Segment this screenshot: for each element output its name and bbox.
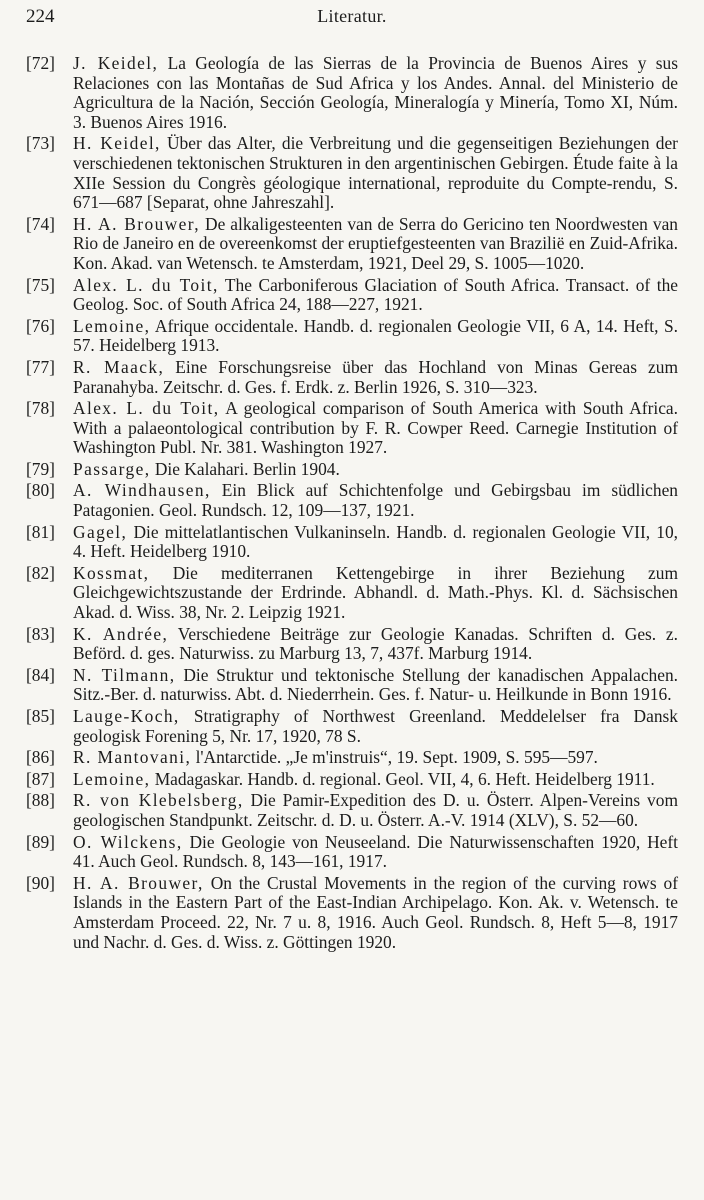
reference-author: Kossmat, [73,562,150,583]
reference-number: [86] [26,747,55,768]
reference-text: Verschiedene Beiträge zur Geologie Kanadas. Schriften d. Ges. z. Beförd. d. ges. Naturwiss. zu Marburg 13, 7, 437f. Marburg 1914. [73,623,678,664]
reference-entry [26,523,678,562]
reference-author: Gagel, [73,521,128,542]
reference-body [73,707,678,746]
reference-body [73,666,678,705]
reference-entry [26,625,678,664]
reference-body [73,460,678,480]
page-header [26,6,678,40]
reference-text: On the Crustal Movements in the region of the curving rows of Islands in the Eastern Part of the East-Indian Archipelago. Kon. Ak. v. Wetensch. te Amsterdam Proceed. 22, Nr. 7 u. 8, 1916. Auch Geol. Rundsch. 8, Heft 5—8, 1917 und Nachr. d. Ges. d. Wiss. z. Göttingen 1920. [73,872,678,952]
reference-body [73,317,678,356]
reference-text: Die mittelatlantischen Vulkaninseln. Handb. d. regionalen Geologie VII, 10, 4. Heft. Heidelberg 1910. [73,521,678,562]
reference-entry [26,215,678,274]
reference-text: Stratigraphy of Northwest Greenland. Meddelelser fra Dansk geologisk Forening 5, Nr. 17, 1920, 78 S. [73,706,678,746]
reference-number: [90] [26,872,55,893]
reference-text: Über das Alter, die Verbreitung und die gegenseitigen Beziehungen der verschiedenen tektonischen Strukturen in den argentinischen Gebirgen. Étude faite à la XIIe Session du Congrès géologique international, reproduite du Compte-rendu, S. 671—687 [Separat, ohne Jahreszahl]. [73,133,678,213]
reference-body [73,215,678,274]
reference-entry [26,481,678,520]
reference-author: H. Keidel, [73,133,161,154]
reference-author: H. A. Brouwer, [73,213,200,234]
reference-text: Die Geologie von Neuseeland. Die Naturwissenschaften 1920, Heft 41. Auch Geol. Rundsch. 8, 143—161, 1917. [73,831,678,872]
reference-number: [72] [26,53,55,73]
reference-number: [74] [26,213,55,234]
reference-author: Passarge, [73,458,151,479]
reference-number: [73] [26,133,55,154]
reference-entry [26,770,678,790]
reference-body [73,874,678,952]
reference-body [73,770,678,790]
reference-body [73,481,678,520]
reference-body [73,54,678,132]
reference-entry [26,460,678,480]
reference-text: The Carboniferous Glaciation of South Africa. Transact. of the Geolog. Soc. of South Africa 24, 188—227, 1921. [73,274,678,315]
reference-author: R. von Klebelsberg, [73,790,244,811]
reference-author: Lemoine, [73,768,151,789]
reference-number: [87] [26,768,55,789]
reference-author: K. Andrée, [73,623,169,644]
reference-author: R. Mantovani, [73,747,192,768]
reference-author: Lemoine, [73,315,151,336]
reference-number: [78] [26,398,55,419]
reference-body [73,564,678,623]
reference-body [73,134,678,212]
running-head: Literatur. [317,6,387,26]
reference-entry [26,833,678,872]
reference-number: [84] [26,664,55,685]
reference-entry [26,358,678,397]
reference-number: [89] [26,831,55,852]
reference-text: Eine Forschungsreise über das Hochland von Minas Gereas zum Paranahyba. Zeitschr. d. Ges. f. Erdk. z. Berlin 1926, S. 310—323. [73,356,678,397]
reference-number: [79] [26,458,55,479]
reference-entry [26,791,678,830]
reference-author: Lauge-Koch, [73,706,180,726]
reference-list [26,54,678,952]
reference-body [73,833,678,872]
reference-entry [26,399,678,458]
reference-body [73,399,678,458]
reference-text: Die Kalahari. Berlin 1904. [154,458,340,479]
reference-text: l'Antarctide. „Je m'instruis“, 19. Sept. 1909, S. 595—597. [195,747,598,768]
reference-author: Alex. L. du Toit, [73,398,220,419]
reference-entry [26,317,678,356]
reference-entry [26,748,678,768]
reference-author: H. A. Brouwer, [73,872,204,893]
reference-text: Die Pamir-Expedition des D. u. Österr. Alpen-Vereins vom geologischen Standpunkt. Zeitschr. d. D. u. Österr. A.-V. 1914 (XLV), S. 52—60. [73,790,678,830]
reference-entry [26,276,678,315]
reference-number: [81] [26,521,55,542]
reference-text: A geological comparison of South America with South Africa. With a palaeontological contribution by F. R. Cowper Reed. Carnegie Institution of Washington Publ. Nr. 381. Washington 1927. [73,398,678,458]
reference-body [73,748,678,768]
reference-number: [80] [26,480,55,501]
reference-text: De alkaligesteenten van de Serra do Gericino ten Noordwesten van Rio de Janeiro en de overeenkomst der eruptiefgesteenten van Brazilië en Zuid-Afrika. Kon. Akad. van Wetensch. te Amsterdam, 1921, Deel 29, S. 1005—1020. [73,213,678,273]
reference-text: Ein Blick auf Schichtenfolge und Gebirgsbau im südlichen Patagonien. Geol. Rundsch. 12, 109—137, 1921. [73,480,678,521]
reference-text: Afrique occidentale. Handb. d. regionalen Geologie VII, 6 A, 14. Heft, S. 57. Heidelberg 1913. [73,315,678,356]
reference-number: [83] [26,623,55,644]
reference-text: La Geología de las Sierras de la Provincia de Buenos Aires y sus Relaciones con las Montañas de Sud Africa y los Andes. Annal. del Ministerio de Agricultura de la Nación, Sección Geología, Mineralogía y Minería, Tomo XI, Núm. 3. Buenos Aires 1916. [73,53,678,132]
reference-number: [77] [26,356,55,377]
reference-body [73,791,678,830]
reference-body [73,625,678,664]
reference-number: [88] [26,790,55,811]
reference-text: Die mediterranen Kettengebirge in ihrer Beziehung zum Gleichgewichtszustande der Erdrinde. Abhandl. d. Math.-Phys. Kl. d. Sächsischen Akad. d. Wiss. 38, Nr. 2. Leipzig 1921. [73,562,678,623]
reference-number: [76] [26,315,55,336]
reference-body [73,358,678,397]
reference-text: Die Struktur und tektonische Stellung der kanadischen Appalachen. Sitz.-Ber. d. naturwiss. Abt. d. Niederrhein. Ges. f. Natur- u. Heilkunde in Bonn 1916. [73,664,679,705]
reference-author: A. Windhausen, [73,480,211,501]
reference-text: Madagaskar. Handb. d. regional. Geol. VII, 4, 6. Heft. Heidelberg 1911. [154,768,655,789]
reference-author: Alex. L. du Toit, [73,274,219,295]
reference-number: [85] [26,706,55,726]
reference-number: [75] [26,274,55,295]
reference-entry [26,666,678,705]
reference-author: J. Keidel, [73,53,159,73]
reference-author: N. Tilmann, [73,664,176,685]
reference-entry [26,564,678,623]
reference-body [73,523,678,562]
reference-author: R. Maack, [73,356,165,377]
page-number: 224 [26,6,55,27]
reference-entry [26,874,678,952]
reference-entry [26,54,678,132]
reference-entry [26,134,678,212]
reference-entry [26,707,678,746]
reference-body [73,276,678,315]
reference-number: [82] [26,562,55,583]
reference-author: O. Wilckens, [73,831,183,852]
